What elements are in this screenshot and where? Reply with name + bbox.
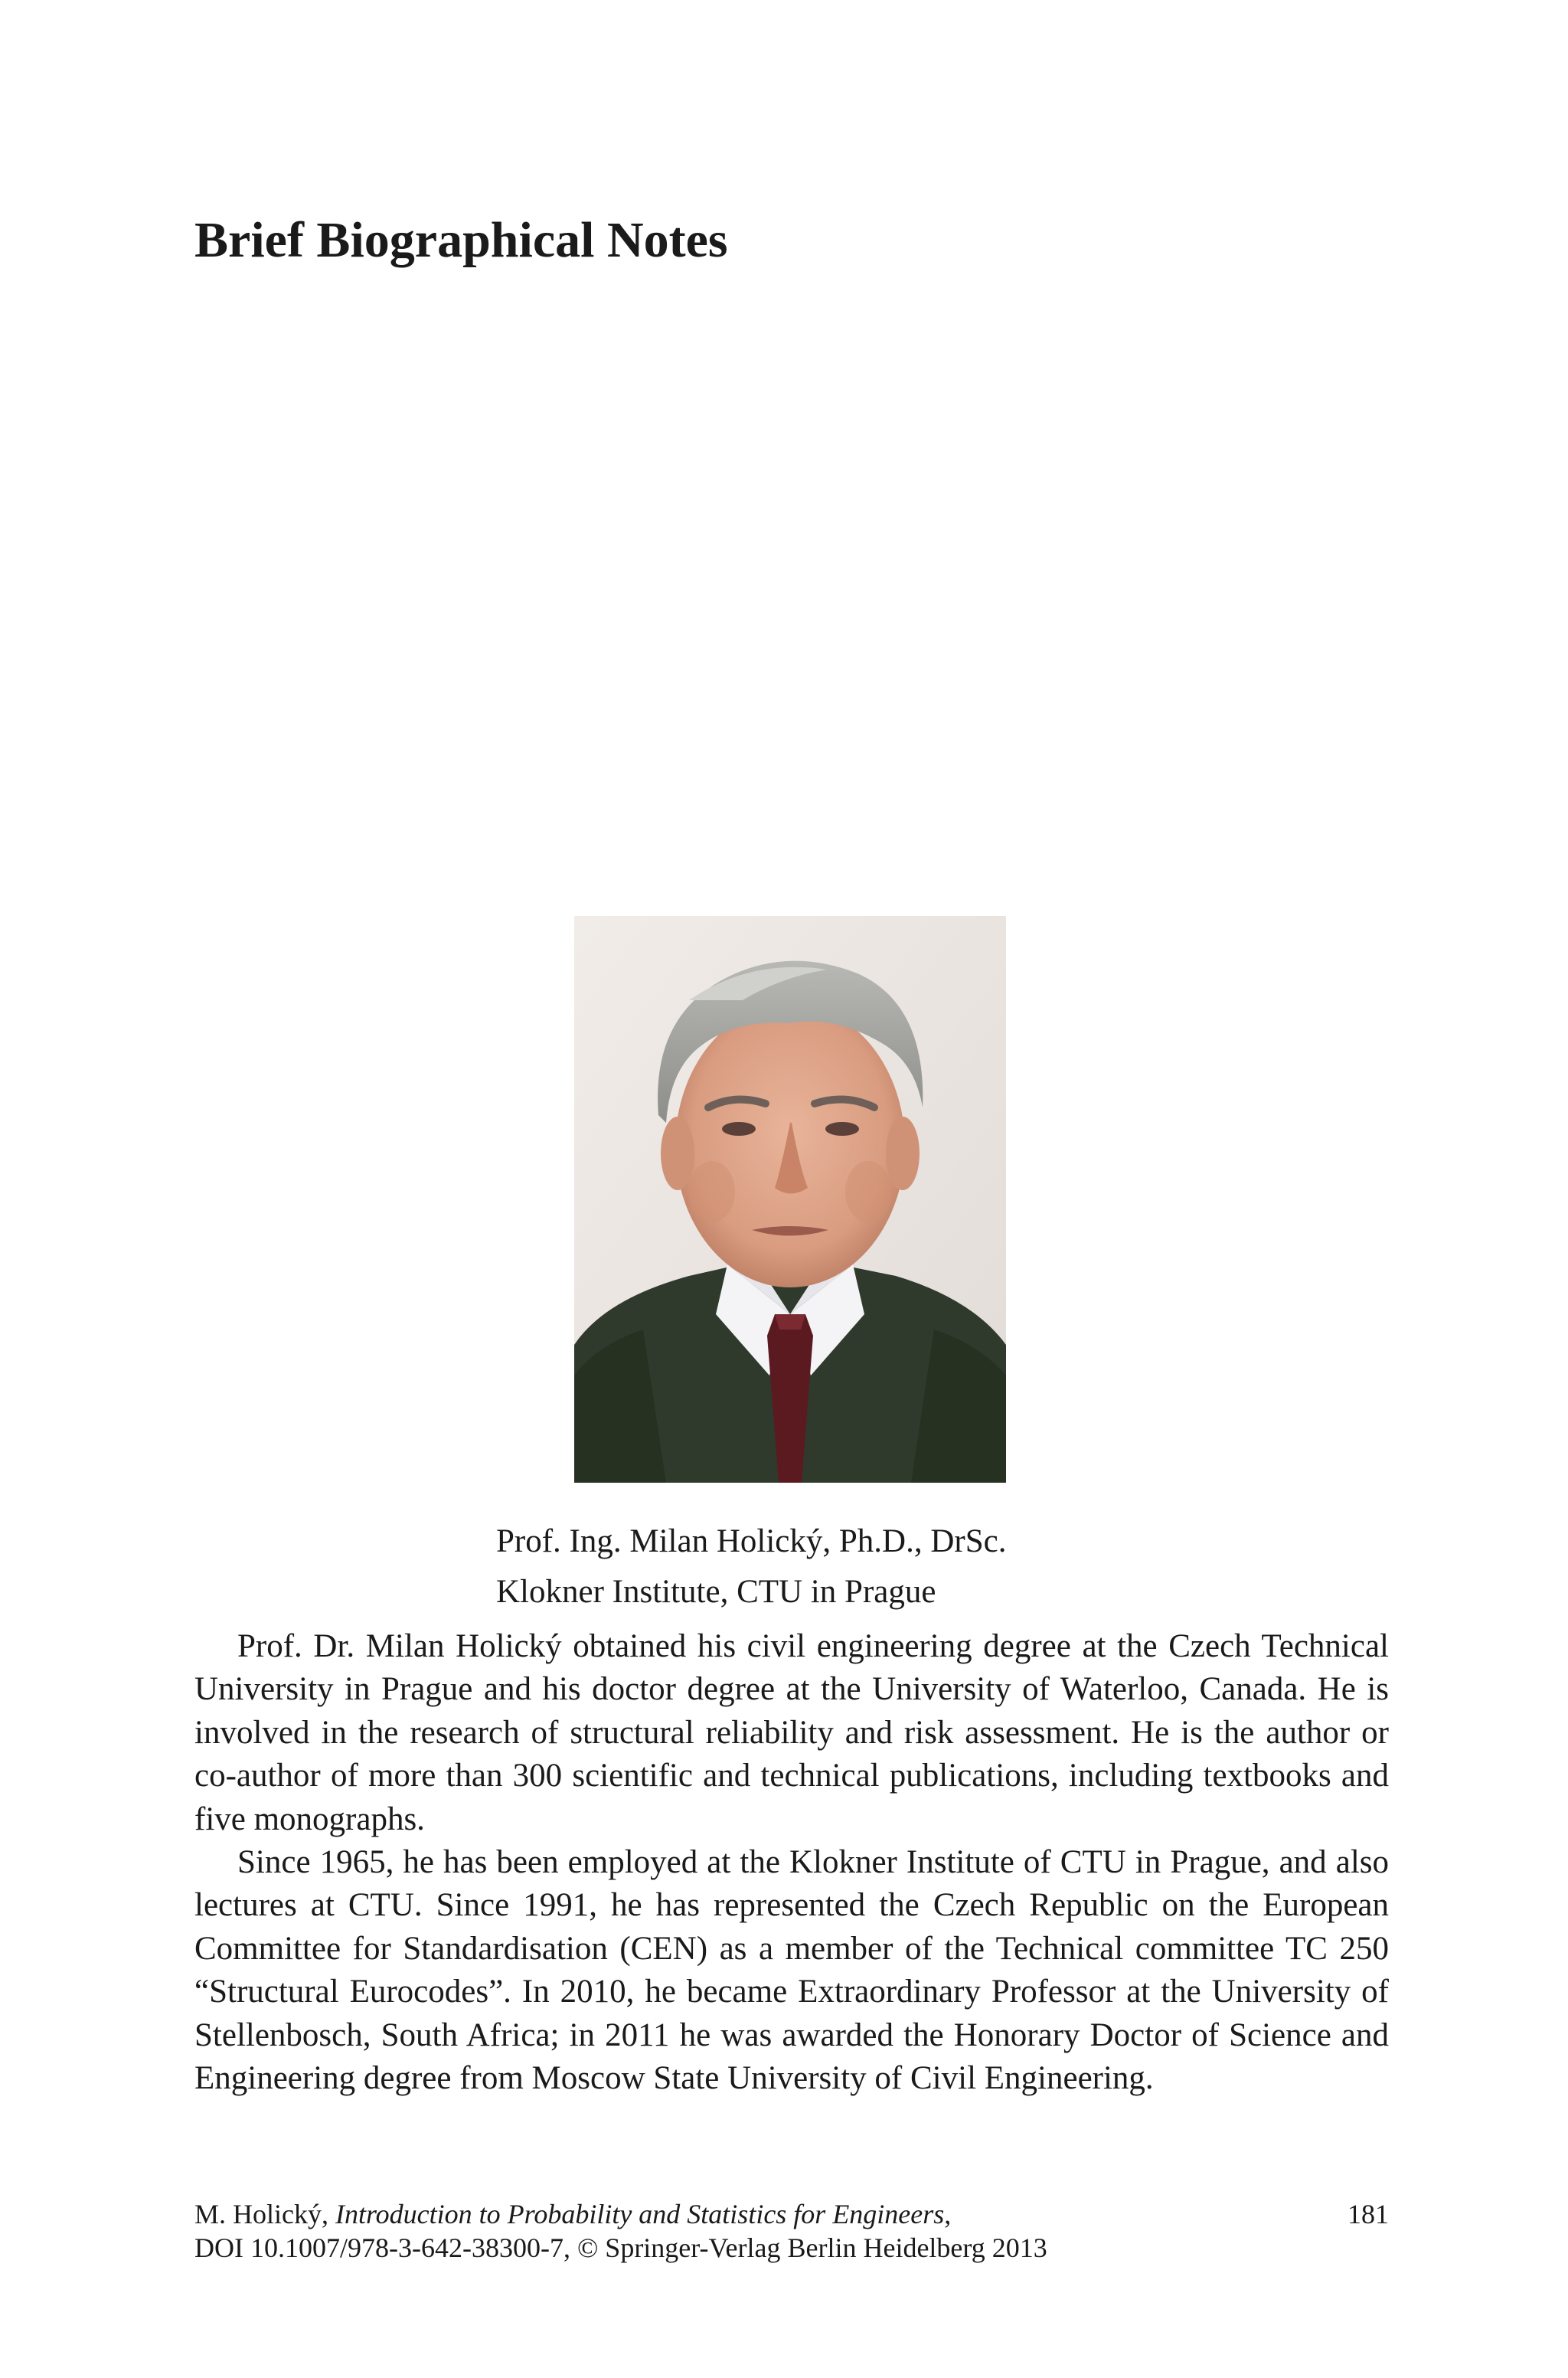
page-number: 181 <box>1348 2199 1389 2229</box>
citation-line <box>194 2197 1389 2231</box>
citation-doi: DOI 10.1007/978-3-642-38300-7, © Springer-Verlag Berlin Heidelberg 2013 <box>194 2232 1047 2263</box>
citation-author: M. Holický, <box>194 2199 335 2229</box>
chapter-title: Brief Biographical Notes <box>194 212 728 268</box>
bio-paragraph: Since 1965, he has been employed at the Klokner Institute of CTU in Prague, and also lectures at CTU. Since 1991, he has represented the Czech Republic on the European Committee for Standardisation (CEN) as a member of the Technical committee TC 250 “Structural Eurocodes”. In 2010, he became Extraordinary Professor at the University of Stellenbosch, South Africa; in 2011 he was awarded the Honorary Doctor of Science and Engineering degree from Moscow State University of Civil Engineering. <box>194 1844 1389 2097</box>
citation-book-title: Introduction to Probability and Statistics for Engineers <box>335 2199 945 2229</box>
caption-name: Prof. Ing. Milan Holický, Ph.D., DrSc. <box>496 1523 1007 1559</box>
page-footer <box>194 2197 1389 2265</box>
biography-text <box>194 1625 1389 2100</box>
portrait-caption <box>496 1516 1006 1617</box>
bio-paragraph: Prof. Dr. Milan Holický obtained his civil engineering degree at the Czech Technical University in Prague and his doctor degree at the University of Waterloo, Canada. He is involved in the research of structural reliability and risk assessment. He is the author or co-author of more than 300 scientific and technical publications, including textbooks and five monographs. <box>194 1628 1389 1837</box>
portrait-illustration <box>574 916 1006 1483</box>
caption-affiliation: Klokner Institute, CTU in Prague <box>496 1574 936 1610</box>
author-portrait <box>574 916 1006 1483</box>
citation-punctuation: , <box>944 2199 952 2229</box>
